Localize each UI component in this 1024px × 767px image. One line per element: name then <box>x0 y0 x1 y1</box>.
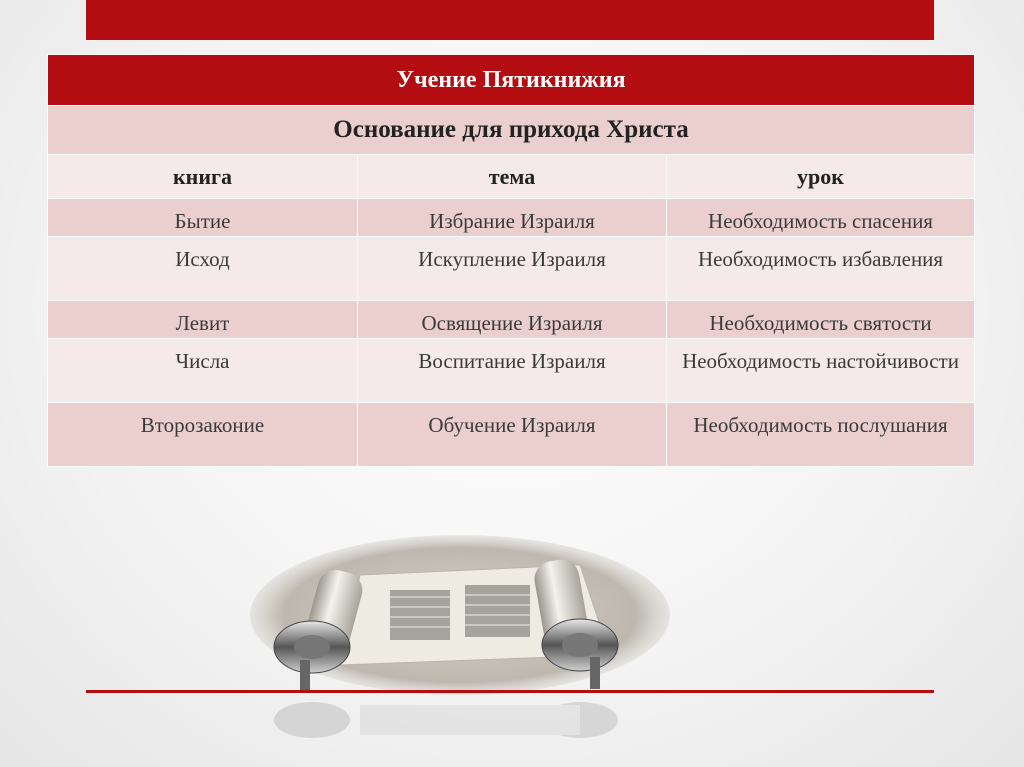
table-row <box>48 237 975 301</box>
cell-book: Левит <box>48 301 358 339</box>
cell-book: Второзаконие <box>48 403 358 467</box>
table-row <box>48 199 975 237</box>
cell-lesson: Необходимость спасения <box>667 199 975 237</box>
bottom-accent-line <box>86 690 934 693</box>
top-accent-bar <box>86 0 934 40</box>
column-header-book: книга <box>48 155 358 199</box>
cell-theme: Искупление Израиля <box>358 237 667 301</box>
table-row <box>48 301 975 339</box>
table-header-row <box>48 155 975 199</box>
column-header-theme: тема <box>358 155 667 199</box>
cell-lesson: Необходимость настойчивости <box>667 339 975 403</box>
cell-theme: Воспитание Израиля <box>358 339 667 403</box>
cell-book: Бытие <box>48 199 358 237</box>
table-row <box>48 339 975 403</box>
cell-lesson: Необходимость послушания <box>667 403 975 467</box>
cell-lesson: Необходимость святости <box>667 301 975 339</box>
pentateuch-table <box>47 54 975 467</box>
cell-theme: Освящение Израиля <box>358 301 667 339</box>
column-header-lesson: урок <box>667 155 975 199</box>
torah-scroll-reflection <box>250 700 670 767</box>
cell-lesson: Необходимость избавления <box>667 237 975 301</box>
cell-book: Исход <box>48 237 358 301</box>
table-subtitle-row <box>48 106 975 155</box>
table-title-row <box>48 55 975 106</box>
cell-theme: Избрание Израиля <box>358 199 667 237</box>
table-row <box>48 403 975 467</box>
cell-theme: Обучение Израиля <box>358 403 667 467</box>
table-subtitle: Основание для прихода Христа <box>48 106 975 155</box>
torah-scroll-image <box>250 535 670 695</box>
cell-book: Числа <box>48 339 358 403</box>
table-title: Учение Пятикнижия <box>48 55 975 106</box>
